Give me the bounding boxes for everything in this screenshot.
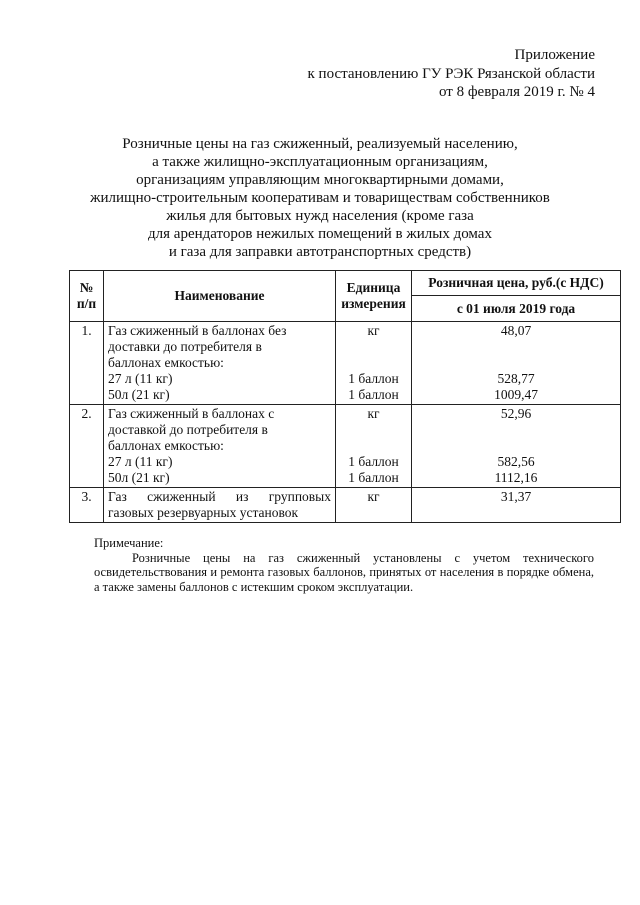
- appendix-resolution: к постановлению ГУ РЭК Рязанской области: [307, 65, 595, 82]
- unit-line: [340, 355, 407, 371]
- row-unit: [336, 322, 412, 405]
- row-name: [104, 488, 336, 523]
- title-line: а также жилищно-эксплуатационным организациям,: [152, 154, 488, 170]
- header-price-date: с 01 июля 2019 года: [412, 296, 621, 322]
- appendix-label: Приложение: [514, 47, 595, 63]
- title-line: организациям управляющим многоквартирными домами,: [136, 172, 504, 188]
- unit-line: кг: [367, 323, 380, 338]
- unit-line: кг: [367, 406, 380, 421]
- title-line: и газа для заправки автотранспортных средств): [168, 244, 472, 260]
- row-price: [412, 488, 621, 523]
- price-table: [69, 270, 621, 523]
- name-line: баллонах емкостью:: [108, 438, 224, 453]
- unit-line: 1 баллон: [348, 454, 399, 469]
- header-name: Наименование: [104, 271, 336, 322]
- row-price: [412, 322, 621, 405]
- name-line: Газ сжиженный из групповых: [108, 489, 331, 504]
- header-num: № п/п: [70, 271, 104, 322]
- appendix-header: [308, 46, 595, 102]
- price-line: [416, 422, 616, 438]
- title-line: Розничные цены на газ сжиженный, реализуемый населению,: [122, 136, 518, 152]
- unit-line: кг: [367, 489, 380, 504]
- title-line: для арендаторов нежилых помещений в жилых домах: [148, 226, 492, 242]
- document-title: [0, 135, 640, 261]
- unit-line: 1 баллон: [348, 470, 399, 485]
- unit-line: [340, 438, 407, 454]
- name-line: 27 л (11 кг): [108, 371, 173, 386]
- price-line: 31,37: [500, 489, 532, 504]
- name-line: 50л (21 кг): [108, 387, 170, 402]
- name-line: газовых резервуарных установок: [108, 505, 299, 520]
- row-num: 2.: [70, 405, 104, 488]
- note-text: Розничные цены на газ сжиженный установлены с учетом технического освидетельствования и ремонта газовых баллонов, принятых от населения в порядке обмена, а также замены баллонов с истекшим сроком эксплуатации.: [94, 550, 594, 594]
- price-line: 528,77: [497, 371, 535, 386]
- row-num: 1.: [70, 322, 104, 405]
- price-line: [416, 339, 616, 355]
- name-line: доставки до потребителя в: [108, 339, 262, 354]
- title-line: жилья для бытовых нужд населения (кроме газа: [166, 208, 474, 224]
- title-line: жилищно-строительным кооперативам и товариществам собственников: [90, 190, 550, 206]
- name-line: Газ сжиженный в баллонах с: [108, 406, 275, 421]
- row-unit: [336, 405, 412, 488]
- unit-line: 1 баллон: [348, 387, 399, 402]
- price-line: 1112,16: [494, 470, 538, 485]
- unit-line: [340, 422, 407, 438]
- appendix-date: от 8 февраля 2019 г. № 4: [438, 84, 595, 100]
- row-unit: [336, 488, 412, 523]
- table-header-row: [70, 271, 621, 296]
- table-row: [70, 405, 621, 488]
- note-section: [94, 536, 594, 594]
- header-price-group: Розничная цена, руб.(с НДС): [412, 271, 621, 296]
- header-unit: Единица измерения: [336, 271, 412, 322]
- name-line: доставкой до потребителя в: [108, 422, 268, 437]
- name-line: 50л (21 кг): [108, 470, 170, 485]
- unit-line: [340, 339, 407, 355]
- name-line: баллонах емкостью:: [108, 355, 224, 370]
- unit-line: 1 баллон: [348, 371, 399, 386]
- table-row: [70, 322, 621, 405]
- price-line: [416, 438, 616, 454]
- price-line: 52,96: [500, 406, 532, 421]
- price-line: 1009,47: [494, 387, 538, 402]
- row-name: [104, 322, 336, 405]
- price-line: 48,07: [500, 323, 532, 338]
- row-name: [104, 405, 336, 488]
- table-row: [70, 488, 621, 523]
- name-line: Газ сжиженный в баллонах без: [108, 323, 287, 338]
- row-num: 3.: [70, 488, 104, 523]
- row-price: [412, 405, 621, 488]
- name-line: 27 л (11 кг): [108, 454, 173, 469]
- price-line: [416, 355, 616, 371]
- note-label: Примечание:: [94, 536, 164, 550]
- price-line: 582,56: [497, 454, 535, 469]
